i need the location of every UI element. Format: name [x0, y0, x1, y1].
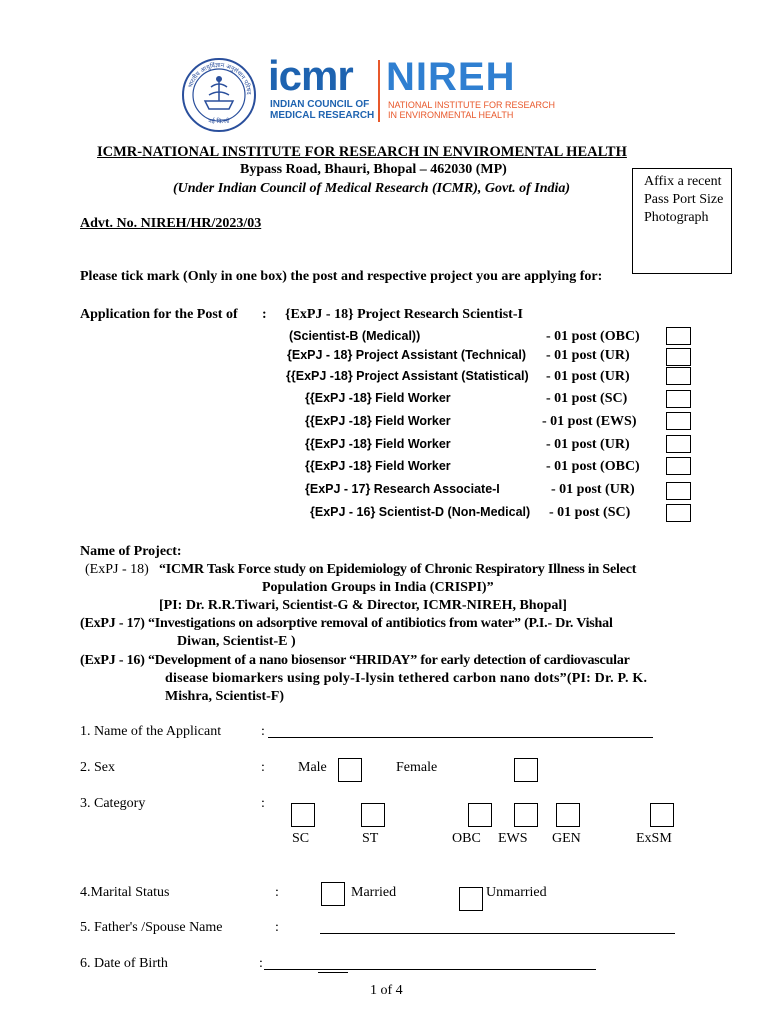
icmr-seal: [181, 57, 257, 133]
category-exsm-checkbox[interactable]: [650, 803, 674, 827]
category-st-checkbox[interactable]: [361, 803, 385, 827]
post-checkbox-2[interactable]: [666, 348, 691, 366]
post-desc-3: {{ExPJ -18} Project Assistant (Statistical): [286, 369, 529, 383]
advertisement-number: Advt. No. NIREH/HR/2023/03: [80, 216, 262, 231]
post-checkbox-4[interactable]: [666, 390, 691, 408]
post-count-9: - 01 post (SC): [549, 505, 631, 520]
post-count-4: - 01 post (SC): [546, 391, 628, 406]
dob-input-underline-mark: [318, 972, 348, 973]
category-gen-checkbox[interactable]: [556, 803, 580, 827]
post-checkbox-9[interactable]: [666, 504, 691, 522]
post-count-8: - 01 post (UR): [551, 482, 635, 497]
photo-line-3: Photograph: [644, 210, 709, 225]
sex-label: 2. Sex: [80, 760, 115, 775]
projects-heading: Name of Project:: [80, 544, 182, 559]
logo-divider: [378, 60, 380, 122]
dob-label: 6. Date of Birth: [80, 956, 168, 971]
category-ews-checkbox[interactable]: [514, 803, 538, 827]
icmr-caption-2: MEDICAL RESEARCH: [270, 110, 375, 121]
post-colon: :: [262, 307, 267, 322]
sex-female-label: Female: [396, 760, 438, 775]
institute-address: Bypass Road, Bhauri, Bhopal – 462030 (MP): [240, 162, 507, 177]
project-16-line-3: Mishra, Scientist-F): [165, 689, 284, 704]
post-count-6: - 01 post (UR): [546, 437, 630, 452]
category-st-label: ST: [362, 831, 379, 846]
marital-married-checkbox[interactable]: [321, 882, 345, 906]
project-17-line-1: (ExPJ - 17) “Investigations on adsorptive removal of antibiotics from water” (P.I.- Dr. Vishal: [80, 616, 613, 631]
category-sc-label: SC: [292, 831, 310, 846]
father-name-input-line[interactable]: [320, 933, 675, 934]
icmr-caption-1: INDIAN COUNCIL OF: [270, 99, 370, 110]
sex-colon: :: [261, 760, 265, 775]
project-16-line-2: disease biomarkers using poly-I-lysin tethered carbon nano dots”(PI: Dr. P. K.: [165, 671, 648, 686]
post-checkbox-8[interactable]: [666, 482, 691, 500]
post-count-1: - 01 post (OBC): [546, 329, 640, 344]
father-name-label: 5. Father's /Spouse Name: [80, 920, 223, 935]
post-desc-6: {{ExPJ -18} Field Worker: [305, 437, 451, 451]
sex-female-checkbox[interactable]: [514, 758, 538, 782]
dob-colon: :: [259, 956, 263, 971]
post-desc-8: {ExPJ - 17} Research Associate-I: [305, 482, 500, 496]
project-18-title-1: “ICMR Task Force study on Epidemiology of Chronic Respiratory Illness in Select: [159, 562, 637, 577]
marital-unmarried-label: Unmarried: [486, 885, 547, 900]
post-desc-7: {{ExPJ -18} Field Worker: [305, 459, 451, 473]
post-count-3: - 01 post (UR): [546, 369, 630, 384]
category-sc-checkbox[interactable]: [291, 803, 315, 827]
sex-male-label: Male: [298, 760, 327, 775]
photo-line-1: Affix a recent: [644, 174, 722, 189]
nireh-caption-2: IN ENVIRONMENTAL HEALTH: [388, 110, 514, 120]
sex-male-checkbox[interactable]: [338, 758, 362, 782]
post-desc-4: {{ExPJ -18} Field Worker: [305, 391, 451, 405]
marital-unmarried-checkbox[interactable]: [459, 887, 483, 911]
post-desc-1: (Scientist-B (Medical)): [289, 329, 421, 343]
project-16-line-1: (ExPJ - 16) “Development of a nano biosensor “HRIDAY” for early detection of cardiovascular: [80, 653, 630, 668]
marital-label: 4.Marital Status: [80, 885, 170, 900]
seal-subtext: नई दिल्ली: [208, 118, 230, 125]
father-name-colon: :: [275, 920, 279, 935]
post-checkbox-7[interactable]: [666, 457, 691, 475]
photo-line-2: Pass Port Size: [644, 192, 724, 207]
name-label: 1. Name of the Applicant: [80, 724, 222, 739]
icmr-wordmark: icmr: [268, 52, 353, 99]
tick-instruction: Please tick mark (Only in one box) the post and respective project you are applying for:: [80, 269, 603, 284]
seal-text: भारतीय आयुर्विज्ञान अनुसंधान परिषद: [187, 61, 253, 95]
post-count-2: - 01 post (UR): [546, 348, 630, 363]
post-checkbox-1[interactable]: [666, 327, 691, 345]
project-18-title-2: Population Groups in India (CRISPI)”: [262, 580, 494, 595]
photo-box: [632, 168, 732, 274]
post-count-5: - 01 post (EWS): [542, 414, 637, 429]
category-ews-label: EWS: [498, 831, 528, 846]
project-18-code: (ExPJ - 18): [85, 562, 149, 577]
nireh-wordmark: NIREH: [386, 55, 516, 99]
post-desc-2: {ExPJ - 18} Project Assistant (Technical): [287, 348, 526, 362]
marital-colon: :: [275, 885, 279, 900]
dob-input-line[interactable]: [264, 969, 596, 970]
institute-title: ICMR-NATIONAL INSTITUTE FOR RESEARCH IN ENVIROMENTAL HEALTH: [97, 144, 627, 160]
marital-married-label: Married: [351, 885, 397, 900]
post-checkbox-6[interactable]: [666, 435, 691, 453]
nireh-caption-1: NATIONAL INSTITUTE FOR RESEARCH: [388, 100, 556, 110]
project-18-pi: [PI: Dr. R.R.Tiwari, Scientist-G & Director, ICMR-NIREH, Bhopal]: [159, 598, 567, 613]
post-desc-5: {{ExPJ -18} Field Worker: [305, 414, 451, 428]
page-number: 1 of 4: [370, 983, 403, 998]
category-gen-label: GEN: [552, 831, 581, 846]
category-exsm-label: ExSM: [636, 831, 672, 846]
category-obc-label: OBC: [452, 831, 481, 846]
category-label: 3. Category: [80, 796, 146, 811]
category-colon: :: [261, 796, 265, 811]
name-input-line[interactable]: [268, 737, 653, 738]
post-label: Application for the Post of: [80, 307, 238, 322]
project-17-line-2: Diwan, Scientist-E ): [177, 634, 296, 649]
post-desc-9: {ExPJ - 16} Scientist-D (Non-Medical): [310, 505, 531, 519]
post-checkbox-3[interactable]: [666, 367, 691, 385]
governing-body: (Under Indian Council of Medical Research (ICMR), Govt. of India): [173, 181, 571, 196]
category-obc-checkbox[interactable]: [468, 803, 492, 827]
name-colon: :: [261, 724, 265, 739]
post-checkbox-5[interactable]: [666, 412, 691, 430]
post-first-line: {ExPJ - 18} Project Research Scientist-I: [285, 307, 523, 322]
post-count-7: - 01 post (OBC): [546, 459, 640, 474]
